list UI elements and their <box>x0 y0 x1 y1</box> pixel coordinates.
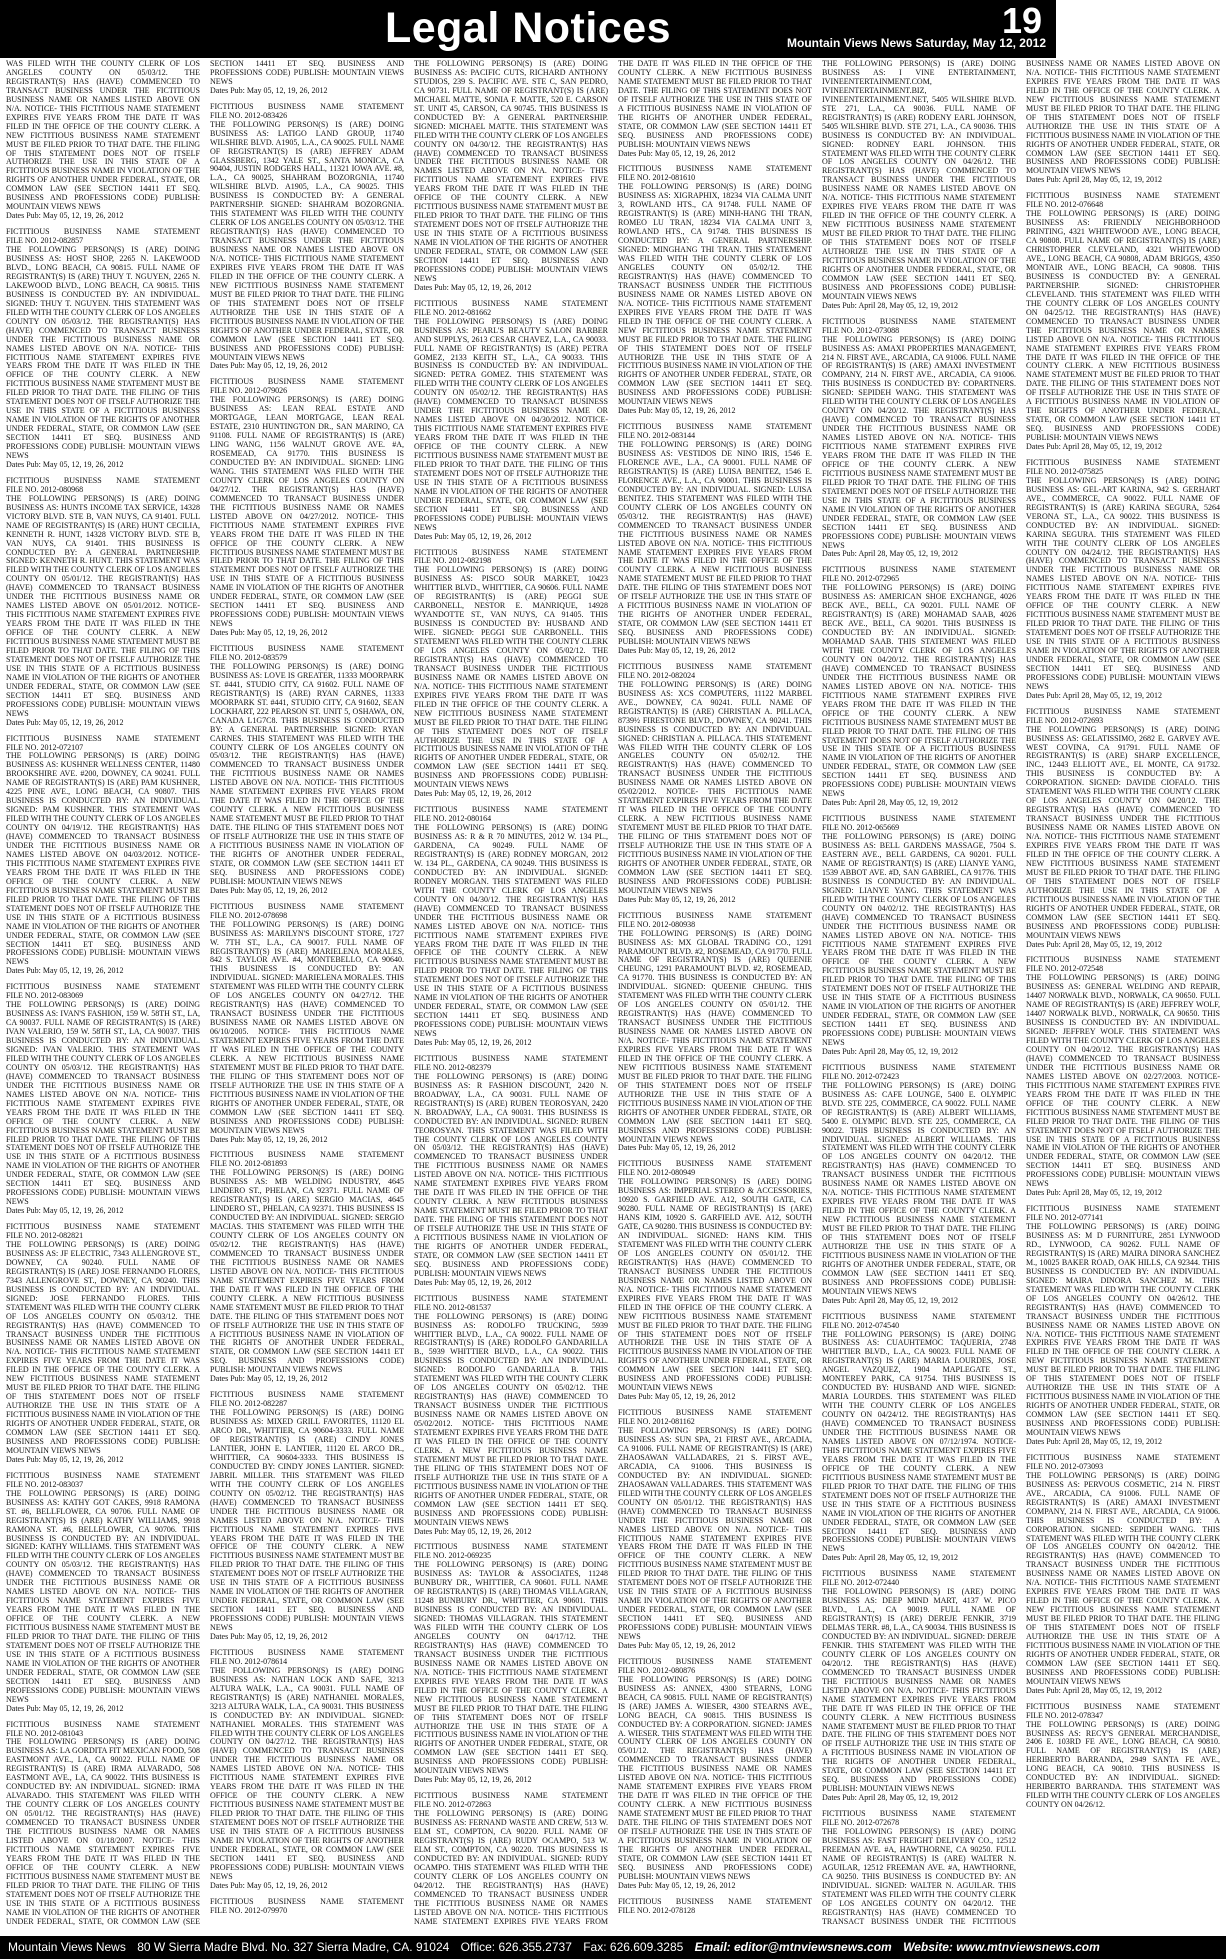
section-title: Legal Notices <box>384 4 672 52</box>
legal-notice <box>618 1160 812 1402</box>
notice-file-number: FILE NO. 2012-080164 <box>414 814 492 824</box>
notice-file-number: FILE NO. 2012-073088 <box>822 325 900 335</box>
notice-label: FICTITIOUS BUSINESS NAME STATEMENT <box>618 910 812 920</box>
notice-body: THE FOLLOWING PERSON(S) IS (ARE) DOING BUSINESS AS: LA GORDITA FIT MEXICAN FOOD, 508 EASTMONT AVE., LA, CA 90022. FULL NAME OF REGISTRANT(S) IS (ARE) IRMA ALVARADO, 508 EASTMONT AVE., LA, CA 90022. THIS BUSINESS IS CONDUCTED BY: AN INDIVIDUAL. SIGNED: IRMA ALVARADO. THIS STATEMENT WAS FILED WITH THE COUNTY CLERK OF LOS ANGELES COUNTY ON 05/01/12. THE REGISTRANT(S) HAS (HAVE) COMMENCED TO TRANSACT BUSINESS UNDER THE FICTITIOUS BUSINESS NAME OR NAMES LISTED ABOVE ON 01/18/2007. NOTICE- THIS FICTITIOUS NAME STATEMENT EXPIRES FIVE YEARS FROM THE DATE IT WAS FILED IN THE OFFICE OF THE COUNTY CLERK. A NEW FICTITIOUS BUSINESS NAME STATEMENT MUST BE FILED PRIOR TO THAT DATE. THE FILING OF THIS STATEMENT DOES NOT OF ITSELF AUTHORIZE THE USE IN THIS STATE OF A FICTITIOUS BUSINESS NAME IN VIOLATION OF THE RIGHTS OF ANOTHER UNDER FEDERAL, STATE, OR COMMON LAW (SEE SECTION 14411 ET SEQ. BUSINESS AND PROFESSIONS CODE) PUBLISH: MOUNTAIN VIEWS NEWS <box>6 59 404 1926</box>
notice-pub-dates: Dates Pub: April 28, May 05, 12, 19, 2012 <box>822 1295 958 1305</box>
notice-pub-dates: Dates Pub: May 05, 12, 19, 26, 2012 <box>6 966 124 976</box>
notice-label: FICTITIOUS BUSINESS NAME STATEMENT <box>822 1062 1016 1072</box>
notice-file-number: FILE NO. 2012-075825 <box>1026 466 1104 476</box>
notice-label: FICTITIOUS BUSINESS NAME STATEMENT <box>618 422 812 432</box>
legal-notice <box>414 549 608 800</box>
notice-pub-dates: Dates Pub: May 05, 12, 19, 26, 2012 <box>414 531 532 541</box>
notice-file-number: FILE NO. 2012-079970 <box>210 1905 288 1915</box>
legal-notice <box>822 1064 1016 1306</box>
notice-pub-dates: Dates Pub: May 05, 12, 19, 26, 2012 <box>414 789 532 799</box>
legal-notice <box>1026 192 1220 452</box>
notice-label: FICTITIOUS BUSINESS NAME STATEMENT <box>210 1150 404 1160</box>
notice-file-number: FILE NO. 2012-072863 <box>414 1800 492 1810</box>
notice-label: FICTITIOUS BUSINESS NAME STATEMENT <box>414 1053 608 1063</box>
notice-file-number: FILE NO. 2012-082857 <box>6 236 84 246</box>
notice-label: FICTITIOUS BUSINESS NAME STATEMENT <box>414 547 608 557</box>
notice-body: THE FOLLOWING PERSON(S) IS (ARE) DOING BUSINESS AS: RECY'S GENERAL MERCHANDISE, 2406 E. 103RD FE AVE., LONG BEACH, CA 90810. FULL NAME OF REGISTRANT(S) IS (ARE) HERIBERTO BARRANDA, 2949 SANTA FE AVE., LONG BEACH, CA 90810. THIS BUSINESS IS CONDUCTED BY: AN INDIVIDUAL. SIGNED: HERIBERTO BARRANDA. THIS STATEMENT WAS FILED WITH THE COUNTY CLERK OF LOS ANGELES COUNTY ON 04/26/12. <box>1026 1719 1220 1810</box>
notice-label: FICTITIOUS BUSINESS NAME STATEMENT <box>210 377 404 387</box>
legal-notice <box>6 1472 200 1714</box>
notice-file-number: FILE NO. 2012-074540 <box>822 1320 900 1330</box>
notice-pub-dates: Dates Pub: April 28, May 05, 12, 19, 2012 <box>822 1046 958 1056</box>
notice-label: FICTITIOUS BUSINESS NAME STATEMENT <box>210 901 404 911</box>
notice-body: THE FOLLOWING PERSON(S) IS (ARE) DOING BUSINESS AS: IMPERIAL STEREO & ACCESSORIES, 10920 S. GARFIELD AVE. A12, SOUTH GATE, CA 90280. FULL NAME OF REGISTRANT(S) IS (ARE) HANS KIM, 10920 S. GARFIELD AVE. A12, SOUTH GATE, CA 90280. THIS BUSINESS IS CONDUCTED BY: AN INDIVIDUAL. SIGNED: HANS KIM. THIS STATEMENT WAS FILED WITH THE COUNTY CLERK OF LOS ANGELES COUNTY ON 05/01/12. THE REGISTRANT(S) HAS (HAVE) COMMENCED TO TRANSACT BUSINESS UNDER THE FICTITIOUS BUSINESS NAME OR NAMES LISTED ABOVE ON N/A. NOTICE- THIS FICTITIOUS NAME STATEMENT EXPIRES FIVE YEARS FROM THE DATE IT WAS FILED IN THE OFFICE OF THE COUNTY CLERK. A NEW FICTITIOUS BUSINESS NAME STATEMENT MUST BE FILED PRIOR TO THAT DATE. THE FILING OF THIS STATEMENT DOES NOT OF ITSELF AUTHORIZE THE USE IN THIS STATE OF A FICTITIOUS BUSINESS NAME IN VIOLATION OF THE RIGHTS OF ANOTHER UNDER FEDERAL, STATE, OR COMMON LAW (SEE SECTION 14411 ET SEQ. BUSINESS AND PROFESSIONS CODE) PUBLISH: MOUNTAIN VIEWS NEWS <box>618 1177 812 1393</box>
notice-body: THE FOLLOWING PERSON(S) IS (ARE) DOING BUSINESS AS: BELL GARDENS MASSAGE, 7504 S. EASTERN AVE., BELL GARDENS, CA 90201. FULL NAME OF REGISTRANT(S) IS (ARE) LIANYE YANG, 1539 ABBOT AVE. #D, SAN GABRIEL, CA 91776. THIS BUSINESS IS CONDUCTED BY: AN INDIVIDUAL. SIGNED: LIANYE YANG. THIS STATEMENT WAS FILED WITH THE COUNTY CLERK OF LOS ANGELES COUNTY ON 04/02/12. THE REGISTRANT(S) HAS (HAVE) COMMENCED TO TRANSACT BUSINESS UNDER THE FICTITIOUS BUSINESS NAME OR NAMES LISTED ABOVE ON N/A. NOTICE- THIS FICTITIOUS NAME STATEMENT EXPIRES FIVE YEARS FROM THE DATE IT WAS FILED IN THE OFFICE OF THE COUNTY CLERK. A NEW FICTITIOUS BUSINESS NAME STATEMENT MUST BE FILED PRIOR TO THAT DATE. THE FILING OF THIS STATEMENT DOES NOT OF ITSELF AUTHORIZE THE USE IN THIS STATE OF A FICTITIOUS BUSINESS NAME IN VIOLATION OF THE RIGHTS OF ANOTHER UNDER FEDERAL, STATE, OR COMMON LAW (SEE SECTION 14411 ET SEQ. BUSINESS AND PROFESSIONS CODE) PUBLISH: MOUNTAIN VIEWS NEWS <box>822 832 1016 1047</box>
notice-file-number: FILE NO. 2012-082821 <box>6 1231 84 1241</box>
notice-body: THE FOLLOWING PERSON(S) IS (ARE) DOING BUSINESS AS: GELATISSIMO, 2682 E. GARVEY AVE. WEST COVINA, CA 91791. FULL NAME OF REGISTRANT(S) IS (ARE) SHARP EXCELLENCE, INC., 12443 ELLIOTT AVE., EL MONTE, CA 91732. THIS BUSINESS IS CONDUCTED BY: A CORPORATION. SIGNED: DAVIDE CIOFALO. THIS STATEMENT WAS FILED WITH THE COUNTY CLERK OF LOS ANGELES COUNTY ON 04/20/12. THE REGISTRANT(S) HAS (HAVE) COMMENCED TO TRANSACT BUSINESS UNDER THE FICTITIOUS BUSINESS NAME OR NAMES LISTED ABOVE ON N/A. NOTICE- THIS FICTITIOUS NAME STATEMENT EXPIRES FIVE YEARS FROM THE DATE IT WAS FILED IN THE OFFICE OF THE COUNTY CLERK. A NEW FICTITIOUS BUSINESS NAME STATEMENT MUST BE FILED PRIOR TO THAT DATE. THE FILING OF THIS STATEMENT DOES NOT OF ITSELF AUTHORIZE THE USE IN THIS STATE OF A FICTITIOUS BUSINESS NAME IN VIOLATION OF THE RIGHTS OF ANOTHER UNDER FEDERAL, STATE, OR COMMON LAW (SEE SECTION 14411 ET SEQ. BUSINESS AND PROFESSIONS CODE) PUBLISH: MOUNTAIN VIEWS NEWS <box>1026 724 1220 940</box>
notice-pub-dates: Dates Pub: April 28, May 05, 12, 19, 2012 <box>822 1793 958 1803</box>
notice-file-number: FILE NO. 2012-081610 <box>618 173 696 183</box>
notice-label: FICTITIOUS BUSINESS NAME STATEMENT <box>822 1311 1016 1321</box>
legal-notice <box>618 663 812 905</box>
notice-file-number: FILE NO. 2012-072693 <box>1026 715 1104 725</box>
notice-file-number: FILE NO. 2012-080949 <box>618 1168 696 1178</box>
notice-label: FICTITIOUS BUSINESS NAME STATEMENT <box>6 733 200 743</box>
notice-body: THE FOLLOWING PERSON(S) IS (ARE) DOING BUSINESS AS: NATHAN LOCK AND SAFE, 3213 ALTURA WALK, L.A., CA 90031. FULL NAME OF REGISTRANT(S) IS (ARE) NATHANIEL MORALES, 3213 ALTURA WALK, L.A., CA 90031. THIS BUSINESS IS CONDUCTED BY: AN INDIVIDUAL. SIGNED: NATHANIEL MORALES. THIS STATEMENT WAS FILED WITH THE COUNTY CLERK OF LOS ANGELES COUNTY ON 04/27/12. THE REGISTRANT(S) HAS (HAVE) COMMENCED TO TRANSACT BUSINESS UNDER THE FICTITIOUS BUSINESS NAME OR NAMES LISTED ABOVE ON N/A. NOTICE- THIS FICTITIOUS NAME STATEMENT EXPIRES FIVE YEARS FROM THE DATE IT WAS FILED IN THE OFFICE OF THE COUNTY CLERK. A NEW FICTITIOUS BUSINESS NAME STATEMENT MUST BE FILED PRIOR TO THAT DATE. THE FILING OF THIS STATEMENT DOES NOT OF ITSELF AUTHORIZE THE USE IN THIS STATE OF A FICTITIOUS BUSINESS NAME IN VIOLATION OF THE RIGHTS OF ANOTHER UNDER FEDERAL, STATE, OR COMMON LAW (SEE SECTION 14411 ET SEQ. BUSINESS AND PROFESSIONS CODE) PUBLISH: MOUNTAIN VIEWS NEWS <box>210 1665 404 1881</box>
notice-file-number: FILE NO. 2012-065669 <box>822 823 900 833</box>
notice-pub-dates: Dates Pub: May 05, 12, 19, 26, 2012 <box>210 628 328 638</box>
legal-notice <box>6 1223 200 1465</box>
notice-pub-dates: Dates Pub: April 28, May 05, 12, 19, 2012 <box>1026 939 1162 949</box>
legal-notice <box>210 1649 404 1891</box>
notice-body: THE FOLLOWING PERSON(S) IS (ARE) DOING BUSINESS AS: XIGRAPHIX, 18234 VIA CALMA UNIT 3, ROWLAND HTS., CA 91748. FULL NAME OF REGISTRANT(S) IS (ARE) MINH-HANG THI TRAN, ROMEO LU TRAN, 18234 VIA CALMA UNIT 3, ROWLAND HTS., CA 91748. THIS BUSINESS IS CONDUCTED BY: A GENERAL PARTNERSHIP. SIGNED: MINGHANG THI TRAN. THIS STATEMENT WAS FILED WITH THE COUNTY CLERK OF LOS ANGELES COUNTY ON 05/02/12. THE REGISTRANT(S) HAS (HAVE) COMMENCED TO TRANSACT BUSINESS UNDER THE FICTITIOUS BUSINESS NAME OR NAMES LISTED ABOVE ON N/A. NOTICE- THIS FICTITIOUS NAME STATEMENT EXPIRES FIVE YEARS FROM THE DATE IT WAS FILED IN THE OFFICE OF THE COUNTY CLERK. A NEW FICTITIOUS BUSINESS NAME STATEMENT MUST BE FILED PRIOR TO THAT DATE. THE FILING OF THIS STATEMENT DOES NOT OF ITSELF AUTHORIZE THE USE IN THIS STATE OF A FICTITIOUS BUSINESS NAME IN VIOLATION OF THE RIGHTS OF ANOTHER UNDER FEDERAL, STATE, OR COMMON LAW (SEE SECTION 14411 ET SEQ. BUSINESS AND PROFESSIONS CODE) PUBLISH: MOUNTAIN VIEWS NEWS <box>618 182 812 407</box>
legal-notice <box>618 1658 812 1891</box>
notice-label: FICTITIOUS BUSINESS NAME STATEMENT <box>414 1542 608 1552</box>
notice-pub-dates: Dates Pub: May 05, 12, 19, 26, 2012 <box>618 1880 736 1890</box>
notice-body: THE FOLLOWING PERSON(S) IS (ARE) DOING BUSINESS AS: R FASHION DISCOUNT, 2420 N. BROADWAY, L.A., CA 90031. FULL NAME OF REGISTRANT(S) IS (ARE) RUBEN TEOROSYAN, 2420 N. BROADWAY, L.A., CA 90031. THIS BUSINESS IS CONDUCTED BY: AN INDIVIDUAL. SIGNED: RUBEN TEOROSYAN. THIS STATEMENT WAS FILED WITH THE COUNTY CLERK OF LOS ANGELES COUNTY ON 05/03/12. THE REGISTRANT(S) HAS (HAVE) COMMENCED TO TRANSACT BUSINESS UNDER THE FICTITIOUS BUSINESS NAME OR NAMES LISTED ABOVE ON N/A. NOTICE- THIS FICTITIOUS NAME STATEMENT EXPIRES FIVE YEARS FROM THE DATE IT WAS FILED IN THE OFFICE OF THE COUNTY CLERK. A NEW FICTITIOUS BUSINESS NAME STATEMENT MUST BE FILED PRIOR TO THAT DATE. THE FILING OF THIS STATEMENT DOES NOT OF ITSELF AUTHORIZE THE USE IN THIS STATE OF A FICTITIOUS BUSINESS NAME IN VIOLATION OF THE RIGHTS OF ANOTHER UNDER FEDERAL, STATE, OR COMMON LAW (SEE SECTION 14411 ET SEQ. BUSINESS AND PROFESSIONS CODE) PUBLISH: MOUNTAIN VIEWS NEWS <box>414 1071 608 1278</box>
notice-pub-dates: Dates Pub: May 05, 12, 19, 26, 2012 <box>618 148 736 158</box>
notice-file-number: FILE NO. 2012-072107 <box>6 742 84 752</box>
notice-body: THE FOLLOWING PERSON(S) IS (ARE) DOING BUSINESS AS: GENERAL WELDING AND REPAIR, 14407 NORWALK BLVD., NORWALK, CA 90650. FULL NAME OF REGISTRANT(S) IS (ARE) JEFFREY WOLF, 14407 NORWALK BLVD., NORWALK, CA 90650. THIS BUSINESS IS CONDUCTED BY: AN INDIVIDUAL. SIGNED: JEFFREY WOLF. THIS STATEMENT WAS FILED WITH THE COUNTY CLERK OF LOS ANGELES COUNTY ON 04/20/12. THE REGISTRANT(S) HAS (HAVE) COMMENCED TO TRANSACT BUSINESS UNDER THE FICTITIOUS BUSINESS NAME OR NAMES LISTED ABOVE ON 02/27/2003. NOTICE- THIS FICTITIOUS NAME STATEMENT EXPIRES FIVE YEARS FROM THE DATE IT WAS FILED IN THE OFFICE OF THE COUNTY CLERK. A NEW FICTITIOUS BUSINESS NAME STATEMENT MUST BE FILED PRIOR TO THAT DATE. THE FILING OF THIS STATEMENT DOES NOT OF ITSELF AUTHORIZE THE USE IN THIS STATE OF A FICTITIOUS BUSINESS NAME IN VIOLATION OF THE RIGHTS OF ANOTHER UNDER FEDERAL, STATE, OR COMMON LAW (SEE SECTION 14411 ET SEQ. BUSINESS AND PROFESSIONS CODE) PUBLISH: MOUNTAIN VIEWS NEWS <box>1026 973 1220 1189</box>
legal-notice <box>6 228 200 470</box>
notice-body: THE FOLLOWING PERSON(S) IS (ARE) DOING BUSINESS AS: KUSHNER WELLNESS CENTER, 11480 BROOKSHIRE AVE. #200, DOWNEY, CA 90241. FULL NAME OF REGISTRANT(S) IS (ARE) PAM KUSHNER, 4225 PINE AVE., LONG BEACH, CA 90807. THIS BUSINESS IS CONDUCTED BY: AN INDIVIDUAL. SIGNED: PAM KUSHNER. THIS STATEMENT WAS FILED WITH THE COUNTY CLERK OF LOS ANGELES COUNTY ON 04/19/12. THE REGISTRANT(S) HAS (HAVE) COMMENCED TO TRANSACT BUSINESS UNDER THE FICTITIOUS BUSINESS NAME OR NAMES LISTED ABOVE ON 04/03/2012. NOTICE- THIS FICTITIOUS NAME STATEMENT EXPIRES FIVE YEARS FROM THE DATE IT WAS FILED IN THE OFFICE OF THE COUNTY CLERK. A NEW FICTITIOUS BUSINESS NAME STATEMENT MUST BE FILED PRIOR TO THAT DATE. THE FILING OF THIS STATEMENT DOES NOT OF ITSELF AUTHORIZE THE USE IN THIS STATE OF A FICTITIOUS BUSINESS NAME IN VIOLATION OF THE RIGHTS OF ANOTHER UNDER FEDERAL, STATE, OR COMMON LAW (SEE SECTION 14411 ET SEQ. BUSINESS AND PROFESSIONS CODE) PUBLISH: MOUNTAIN VIEWS NEWS <box>6 751 200 967</box>
footer-office-phone: Office: 626.355.2737 <box>460 1940 572 1954</box>
notice-body: THE FOLLOWING PERSON(S) IS (ARE) DOING BUSINESS AS: CUAUHTEMOC TAQUERIA, 2748 WHITTIER BLVD., L.A., CA 90023. FULL NAME OF REGISTRANT(S) IS (ARE) MARIA LOURDES, JOSE ANGEL VAZQUEZ, 1904 MAPLEGATE ST., MONTEREY PARK, CA 91754. THIS BUSINESS IS CONDUCTED BY: HUSBAND AND WIFE. SIGNED: MARIA LOURDES. THIS STATEMENT WAS FILED WITH THE COUNTY CLERK OF LOS ANGELES COUNTY ON 04/24/12. THE REGISTRANT(S) HAS (HAVE) COMMENCED TO TRANSACT BUSINESS UNDER THE FICTITIOUS BUSINESS NAME OR NAMES LISTED ABOVE ON 07/12/1974. NOTICE- THIS FICTITIOUS NAME STATEMENT EXPIRES FIVE YEARS FROM THE DATE IT WAS FILED IN THE OFFICE OF THE COUNTY CLERK. A NEW FICTITIOUS BUSINESS NAME STATEMENT MUST BE FILED PRIOR TO THAT DATE. THE FILING OF THIS STATEMENT DOES NOT OF ITSELF AUTHORIZE THE USE IN THIS STATE OF A FICTITIOUS BUSINESS NAME IN VIOLATION OF THE RIGHTS OF ANOTHER UNDER FEDERAL, STATE, OR COMMON LAW (SEE SECTION 14411 ET SEQ. BUSINESS AND PROFESSIONS CODE) PUBLISH: MOUNTAIN VIEWS NEWS <box>822 1329 1016 1554</box>
issue-dateline: Mountain Views News Saturday, May 12, 2012 <box>787 36 1046 50</box>
notice-body: THE FOLLOWING PERSON(S) IS (ARE) DOING BUSINESS AS: PISCO SOUR MARKET, 10423 WHITTIER BLVD., WHITTIER, CA 90606. FULL NAME OF REGISTRANT(S) IS (ARE) PEGGI SUE CARBONELL, NESTOR E. MANRIQUE, 14928 WYANDOTTE ST., VAN NUYS, CA 91405. THIS BUSINESS IS CONDUCTED BY: HUSBAND AND WIFE. SIGNED: PEGGI SUE CARBONELL. THIS STATEMENT WAS FILED WITH THE COUNTY CLERK OF LOS ANGELES COUNTY ON 05/02/12. THE REGISTRANT(S) HAS (HAVE) COMMENCED TO TRANSACT BUSINESS UNDER THE FICTITIOUS BUSINESS NAME OR NAMES LISTED ABOVE ON N/A. NOTICE- THIS FICTITIOUS NAME STATEMENT EXPIRES FIVE YEARS FROM THE DATE IT WAS FILED IN THE OFFICE OF THE COUNTY CLERK. A NEW FICTITIOUS BUSINESS NAME STATEMENT MUST BE FILED PRIOR TO THAT DATE. THE FILING OF THIS STATEMENT DOES NOT OF ITSELF AUTHORIZE THE USE IN THIS STATE OF A FICTITIOUS BUSINESS NAME IN VIOLATION OF THE RIGHTS OF ANOTHER UNDER FEDERAL, STATE, OR COMMON LAW (SEE SECTION 14411 ET SEQ. BUSINESS AND PROFESSIONS CODE) PUBLISH: MOUNTAIN VIEWS NEWS <box>414 565 608 790</box>
notice-file-number: FILE NO. 2012-083426 <box>210 110 288 120</box>
notice-body: THE FOLLOWING PERSON(S) IS (ARE) DOING BUSINESS AS: MX GLOBAL TRADING CO., 1291 PARAMOUNT BLVD. #2, ROSEMEAD, CA 91770. FULL NAME OF REGISTRANT(S) IS (ARE) QUEENIE CHEUNG, 1291 PARAMOUNT BLVD. #2, ROSEMEAD, CA 91770. THIS BUSINESS IS CONDUCTED BY: AN INDIVIDUAL. SIGNED: QUEENIE CHEUNG. THIS STATEMENT WAS FILED WITH THE COUNTY CLERK OF LOS ANGELES COUNTY ON 05/01/12. THE REGISTRANT(S) HAS (HAVE) COMMENCED TO TRANSACT BUSINESS UNDER THE FICTITIOUS BUSINESS NAME OR NAMES LISTED ABOVE ON N/A. NOTICE- THIS FICTITIOUS NAME STATEMENT EXPIRES FIVE YEARS FROM THE DATE IT WAS FILED IN THE OFFICE OF THE COUNTY CLERK. A NEW FICTITIOUS BUSINESS NAME STATEMENT MUST BE FILED PRIOR TO THAT DATE. THE FILING OF THIS STATEMENT DOES NOT OF ITSELF AUTHORIZE THE USE IN THIS STATE OF A FICTITIOUS BUSINESS NAME IN VIOLATION OF THE RIGHTS OF ANOTHER UNDER FEDERAL, STATE, OR COMMON LAW (SEE SECTION 14411 ET SEQ. BUSINESS AND PROFESSIONS CODE) PUBLISH: MOUNTAIN VIEWS NEWS <box>618 928 812 1144</box>
notice-file-number: FILE NO. 2012-072423 <box>822 1071 900 1081</box>
legal-notice <box>210 1151 404 1384</box>
notice-pub-dates: Dates Pub: May 05, 12, 19, 26, 2012 <box>6 459 124 469</box>
notice-label: FICTITIOUS BUSINESS NAME STATEMENT <box>210 101 404 111</box>
notice-label: FICTITIOUS BUSINESS NAME STATEMENT <box>822 814 1016 824</box>
notice-file-number: FILE NO. 2012-072548 <box>1026 964 1104 974</box>
notice-label: FICTITIOUS BUSINESS NAME STATEMENT <box>414 805 608 815</box>
notice-body: THE FOLLOWING PERSON(S) IS (ARE) DOING BUSINESS AS: FRIENDLY NEIGHBORHOOD PRINTING, 4321 WHITEWOOD AVE., LONG BEACH, CA 90808. FULL NAME OF REGISTRANT(S) IS (ARE) CHRISTOPHER CLEVELAND, 4321 WHITEWOOD AVE., LONG BEACH, CA 90808, ADAM BRIGGS, 4350 MONTAIR AVE., LONG BEACH, CA 90808. THIS BUSINESS IS CONDUCTED BY: A GENERAL PARTNERSHIP. SIGNED: CHRISTOPHER CLEVELAND. THIS STATEMENT WAS FILED WITH THE COUNTY CLERK OF LOS ANGELES COUNTY ON 04/25/12. THE REGISTRANT(S) HAS (HAVE) COMMENCED TO TRANSACT BUSINESS UNDER THE FICTITIOUS BUSINESS NAME OR NAMES LISTED ABOVE ON N/A. NOTICE- THIS FICTITIOUS NAME STATEMENT EXPIRES FIVE YEARS FROM THE DATE IT WAS FILED IN THE OFFICE OF THE COUNTY CLERK. A NEW FICTITIOUS BUSINESS NAME STATEMENT MUST BE FILED PRIOR TO THAT DATE. THE FILING OF THIS STATEMENT DOES NOT OF ITSELF AUTHORIZE THE USE IN THIS STATE OF A FICTITIOUS BUSINESS NAME IN VIOLATION OF THE RIGHTS OF ANOTHER UNDER FEDERAL, STATE, OR COMMON LAW (SEE SECTION 14411 ET SEQ. BUSINESS AND PROFESSIONS CODE) PUBLISH: MOUNTAIN VIEWS NEWS <box>1026 209 1220 443</box>
notice-pub-dates: Dates Pub: May 05, 12, 19, 26, 2012 <box>210 1374 328 1384</box>
legal-notice <box>822 1570 1016 1803</box>
legal-notice <box>1026 1205 1220 1447</box>
notice-pub-dates: Dates Pub: May 05, 12, 19, 26, 2012 <box>414 282 532 292</box>
legal-notice <box>414 1055 608 1288</box>
notice-body: THE FOLLOWING PERSON(S) IS (ARE) DOING BUSINESS AS: XCS COMPUTERS, 11122 MARBEL AVE., DOWNEY, CA 90241. FULL NAME OF REGISTRANT(S) IS (ARE) CHRISTIAN A. PILLACA, 8739½ FIRESTONE BLVD., DOWNEY, CA 90241. THIS BUSINESS IS CONDUCTED BY: AN INDIVIDUAL. SIGNED: CHRISTIAN A. PILLACA. THIS STATEMENT WAS FILED WITH THE COUNTY CLERK OF LOS ANGELES COUNTY ON 05/02/12. THE REGISTRANT(S) HAS (HAVE) COMMENCED TO TRANSACT BUSINESS UNDER THE FICTITIOUS BUSINESS NAME OR NAMES LISTED ABOVE ON 05/02/2012. NOTICE- THIS FICTITIOUS NAME STATEMENT EXPIRES FIVE YEARS FROM THE DATE IT WAS FILED IN THE OFFICE OF THE COUNTY CLERK. A NEW FICTITIOUS BUSINESS NAME STATEMENT MUST BE FILED PRIOR TO THAT DATE. THE FILING OF THIS STATEMENT DOES NOT OF ITSELF AUTHORIZE THE USE IN THIS STATE OF A FICTITIOUS BUSINESS NAME IN VIOLATION OF THE RIGHTS OF ANOTHER UNDER FEDERAL, STATE, OR COMMON LAW (SEE SECTION 14411 ET SEQ. BUSINESS AND PROFESSIONS CODE) PUBLISH: MOUNTAIN VIEWS NEWS <box>618 679 812 895</box>
notice-pub-dates: Dates Pub: May 05, 12, 19, 26, 2012 <box>618 1640 736 1650</box>
legal-notice <box>822 815 1016 1057</box>
notice-body: THE FOLLOWING PERSON(S) IS (ARE) DOING BUSINESS AS: FAST FREIGHT DELIVERY CO., 12512 FREEMAN AVE. #A, HAWTHORNE, CA 90250. FULL NAME OF REGISTRANT(S) IS (ARE) WALTER N. AGUILAR, 12512 FREEMAN AVE. #A, HAWTHORNE, CA 90250. THIS BUSINESS IS CONDUCTED BY: AN INDIVIDUAL. SIGNED: WALTER N. AGUILAR. THIS STATEMENT WAS FILED WITH THE COUNTY CLERK OF LOS ANGELES COUNTY ON 04/20/12. THE REGISTRANT(S) HAS (HAVE) COMMENCED TO TRANSACT BUSINESS UNDER THE FICTITIOUS BUSINESS NAME OR NAMES LISTED ABOVE ON N/A. NOTICE- THIS FICTITIOUS NAME STATEMENT EXPIRES FIVE YEARS FROM THE DATE IT WAS FILED IN THE OFFICE OF THE COUNTY CLERK. A NEW FICTITIOUS BUSINESS NAME STATEMENT MUST BE FILED PRIOR TO THAT DATE. THE FILING OF THIS STATEMENT DOES NOT OF ITSELF AUTHORIZE THE USE IN THIS STATE OF A FICTITIOUS BUSINESS NAME IN VIOLATION OF THE RIGHTS OF ANOTHER UNDER FEDERAL, STATE, OR COMMON LAW (SEE SECTION 14411 ET SEQ. BUSINESS AND PROFESSIONS CODE) PUBLISH: MOUNTAIN VIEWS NEWS <box>822 59 1220 1926</box>
legal-notice <box>210 1391 404 1642</box>
legal-notice <box>1026 1703 1220 1810</box>
notice-body: THE FOLLOWING PERSON(S) IS (ARE) DOING BUSINESS AS: MARILYN'S DISCOUNT STORE, 1727 W. 7TH ST., L.A., CA 90017. FULL NAME OF REGISTRANT(S) IS (ARE) MARIELENA MORALES, 842 S. TAYLOR AVE. #4, MONTEBELLO, CA 90640. THIS BUSINESS IS CONDUCTED BY: AN INDIVIDUAL. SIGNED: MARIELENA MORALES. THIS STATEMENT WAS FILED WITH THE COUNTY CLERK OF LOS ANGELES COUNTY ON 04/27/12. THE REGISTRANT(S) HAS (HAVE) COMMENCED TO TRANSACT BUSINESS UNDER THE FICTITIOUS BUSINESS NAME OR NAMES LISTED ABOVE ON 06/10/2005. NOTICE- THIS FICTITIOUS NAME STATEMENT EXPIRES FIVE YEARS FROM THE DATE IT WAS FILED IN THE OFFICE OF THE COUNTY CLERK. A NEW FICTITIOUS BUSINESS NAME STATEMENT MUST BE FILED PRIOR TO THAT DATE. THE FILING OF THIS STATEMENT DOES NOT OF ITSELF AUTHORIZE THE USE IN THIS STATE OF A FICTITIOUS BUSINESS NAME IN VIOLATION OF THE RIGHTS OF ANOTHER UNDER FEDERAL, STATE, OR COMMON LAW (SEE SECTION 14411 ET SEQ. BUSINESS AND PROFESSIONS CODE) PUBLISH: MOUNTAIN VIEWS NEWS <box>210 919 404 1135</box>
notice-file-number: FILE NO. 2012-069235 <box>414 1551 492 1561</box>
notice-file-number: FILE NO. 2012-072678 <box>822 1818 900 1828</box>
notice-pub-dates: Dates Pub: May 05, 12, 19, 26, 2012 <box>210 85 328 95</box>
notice-pub-dates: Dates Pub: May 05, 12, 19, 26, 2012 <box>210 1631 328 1641</box>
notice-file-number: FILE NO. 2012-076648 <box>1026 200 1104 210</box>
notice-file-number: FILE NO. 2012-078698 <box>210 910 288 920</box>
notice-pub-dates: Dates Pub: April 28, May 05, 12, 19, 2012 <box>822 300 958 310</box>
legal-notice <box>210 378 404 638</box>
notice-body: THE FOLLOWING PERSON(S) IS (ARE) DOING BUSINESS AS: ANNEX, 4300 STEARNS, LONG BEACH, CA 90815. FULL NAME OF REGISTRANT(S) IS (ARE) JAMES A. WIESER, 4300 STEARNS AVE., LONG BEACH, CA 90815. THIS BUSINESS IS CONDUCTED BY: A CORPORATION. SIGNED: JAMES A. WIESER. THIS STATEMENT WAS FILED WITH THE COUNTY CLERK OF LOS ANGELES COUNTY ON 05/01/12. THE REGISTRANT(S) HAS (HAVE) COMMENCED TO TRANSACT BUSINESS UNDER THE FICTITIOUS BUSINESS NAME OR NAMES LISTED ABOVE ON N/A. NOTICE- THIS FICTITIOUS NAME STATEMENT EXPIRES FIVE YEARS FROM THE DATE IT WAS FILED IN THE OFFICE OF THE COUNTY CLERK. A NEW FICTITIOUS BUSINESS NAME STATEMENT MUST BE FILED PRIOR TO THAT DATE. THE FILING OF THIS STATEMENT DOES NOT OF ITSELF AUTHORIZE THE USE IN THIS STATE OF A FICTITIOUS BUSINESS NAME IN VIOLATION OF THE RIGHTS OF ANOTHER UNDER FEDERAL, STATE, OR COMMON LAW (SEE SECTION 14411 ET SEQ. BUSINESS AND PROFESSIONS CODE) PUBLISH: MOUNTAIN VIEWS NEWS <box>618 1674 812 1881</box>
notice-label: FICTITIOUS BUSINESS NAME STATEMENT <box>822 1809 1016 1819</box>
notice-label: FICTITIOUS BUSINESS NAME STATEMENT <box>1026 1452 1220 1462</box>
notice-body: WAS FILED WITH THE COUNTY CLERK OF LOS ANGELES COUNTY ON 05/03/12. THE REGISTRANT(S) HAS (HAVE) COMMENCED TO TRANSACT BUSINESS UNDER THE FICTITIOUS BUSINESS NAME OR NAMES LISTED ABOVE ON N/A. NOTICE- THIS FICTITIOUS NAME STATEMENT EXPIRES FIVE YEARS FROM THE DATE IT WAS FILED IN THE OFFICE OF THE COUNTY CLERK. A NEW FICTITIOUS BUSINESS NAME STATEMENT MUST BE FILED PRIOR TO THAT DATE. THE FILING OF THIS STATEMENT DOES NOT OF ITSELF AUTHORIZE THE USE IN THIS STATE OF A FICTITIOUS BUSINESS NAME IN VIOLATION OF THE RIGHTS OF ANOTHER UNDER FEDERAL, STATE, OR COMMON LAW (SEE SECTION 14411 ET SEQ. BUSINESS AND PROFESSIONS CODE) PUBLISH: MOUNTAIN VIEWS NEWS <box>6 59 200 212</box>
notice-file-number: FILE NO. 2012-083579 <box>210 653 288 662</box>
legal-notice <box>822 566 1016 808</box>
legal-notice <box>414 1295 608 1537</box>
notice-body: THE FOLLOWING PERSON(S) IS (ARE) DOING BUSINESS AS: MB WELDING INDUSTRY, 4645 LINDERO ST., PHELAN, CA 92371. FULL NAME OF REGISTRANT(S) IS (ARE) SERGIO MACIAS, 4645 LINDERO ST., PHELAN, CA 92371. THIS BUSINESS IS CONDUCTED BY: AN INDIVIDUAL. SIGNED: SERGIO MACIAS. THIS STATEMENT WAS FILED WITH THE COUNTY CLERK OF LOS ANGELES COUNTY ON 05/02/12. THE REGISTRANT(S) HAS (HAVE) COMMENCED TO TRANSACT BUSINESS UNDER THE FICTITIOUS BUSINESS NAME OR NAMES LISTED ABOVE ON N/A. NOTICE- THIS FICTITIOUS NAME STATEMENT EXPIRES FIVE YEARS FROM THE DATE IT WAS FILED IN THE OFFICE OF THE COUNTY CLERK. A NEW FICTITIOUS BUSINESS NAME STATEMENT MUST BE FILED PRIOR TO THAT DATE. THE FILING OF THIS STATEMENT DOES NOT OF ITSELF AUTHORIZE THE USE IN THIS STATE OF A FICTITIOUS BUSINESS NAME IN VIOLATION OF THE RIGHTS OF ANOTHER UNDER FEDERAL, STATE, OR COMMON LAW (SEE SECTION 14411 ET SEQ. BUSINESS AND PROFESSIONS CODE) PUBLISH: MOUNTAIN VIEWS NEWS <box>210 1168 404 1375</box>
notice-label: FICTITIOUS BUSINESS NAME STATEMENT <box>210 644 404 654</box>
notice-file-number: FILE NO. 2012-073093 <box>1026 1461 1104 1471</box>
legal-notice <box>1026 708 1220 950</box>
notice-pub-dates: Dates Pub: May 05, 12, 19, 26, 2012 <box>618 646 736 655</box>
notice-pub-dates: Dates Pub: April 28, May 05, 12, 19, 2012 <box>1026 690 1162 700</box>
legal-notice <box>6 735 200 977</box>
notice-file-number: FILE NO. 2012-078347 <box>1026 1710 1104 1720</box>
notice-pub-dates: Dates Pub: April 28, May 05, 12, 19, 2012 <box>822 798 958 808</box>
notice-file-number: FILE NO. 2012-083037 <box>6 1479 84 1489</box>
notice-label: FICTITIOUS BUSINESS NAME STATEMENT <box>6 1470 200 1480</box>
notice-body: THE FOLLOWING PERSON(S) IS (ARE) DOING BUSINESS AS: MIXED GRILL FAVORITES, 11120 EL ARCO DR., WHITTIER, CA 90604-3333. FULL NAME OF REGISTRANT(S) IS (ARE) CINDY JONES LANTIER, JOHN E. LANTIER, 11120 EL ARCO DR., WHITTIER, CA 90604-3333. THIS BUSINESS IS CONDUCTED BY: CINDY JONES LANTIER. SIGNED: JABRIL MILLER. THIS STATEMENT WAS FILED WITH THE COUNTY CLERK OF LOS ANGELES COUNTY ON 05/02/12. THE REGISTRANT(S) HAS (HAVE) COMMENCED TO TRANSACT BUSINESS UNDER THE FICTITIOUS BUSINESS NAME OR NAMES LISTED ABOVE ON N/A. NOTICE- THIS FICTITIOUS NAME STATEMENT EXPIRES FIVE YEARS FROM THE DATE IT WAS FILED IN THE OFFICE OF THE COUNTY CLERK. A NEW FICTITIOUS BUSINESS NAME STATEMENT MUST BE FILED PRIOR TO THAT DATE. THE FILING OF THIS STATEMENT DOES NOT OF ITSELF AUTHORIZE THE USE IN THIS STATE OF A FICTITIOUS BUSINESS NAME IN VIOLATION OF THE RIGHTS OF ANOTHER UNDER FEDERAL, STATE, OR COMMON LAW (SEE SECTION 14411 ET SEQ. BUSINESS AND PROFESSIONS CODE) PUBLISH: MOUNTAIN VIEWS NEWS <box>210 1408 404 1633</box>
notice-pub-dates: Dates Pub: April 28, May 05, 12, 19, 2012 <box>822 549 958 559</box>
notice-file-number: FILE NO. 2012-080938 <box>618 919 696 929</box>
legal-notice <box>210 103 404 372</box>
notice-pub-dates: Dates Pub: May 05, 12, 19, 26, 2012 <box>618 1392 736 1402</box>
notice-file-number: FILE NO. 2012-072440 <box>822 1578 900 1588</box>
notice-label: FICTITIOUS BUSINESS NAME STATEMENT <box>414 1791 608 1801</box>
notice-body: THE FOLLOWING PERSON(S) IS (ARE) DOING BUSINESS AS: CAFE LOUNGE, 5400 E. OLYMPIC BLVD. STE 225, COMMERCE, CA 90022. FULL NAME OF REGISTRANT(S) IS (ARE) ALBERT WILLIAMS, 5400 E. OLYMPIC BLVD. STE 225, COMMERCE, CA 90022. THIS BUSINESS IS CONDUCTED BY: AN INDIVIDUAL. SIGNED: ALBERT WILLIAMS. THIS STATEMENT WAS FILED WITH THE COUNTY CLERK OF LOS ANGELES COUNTY ON 04/20/12. THE REGISTRANT(S) HAS (HAVE) COMMENCED TO TRANSACT BUSINESS UNDER THE FICTITIOUS BUSINESS NAME OR NAMES LISTED ABOVE ON N/A. NOTICE- THIS FICTITIOUS NAME STATEMENT EXPIRES FIVE YEARS FROM THE DATE IT WAS FILED IN THE OFFICE OF THE COUNTY CLERK. A NEW FICTITIOUS BUSINESS NAME STATEMENT MUST BE FILED PRIOR TO THAT DATE. THE FILING OF THIS STATEMENT DOES NOT OF ITSELF AUTHORIZE THE USE IN THIS STATE OF A FICTITIOUS BUSINESS NAME IN VIOLATION OF THE RIGHTS OF ANOTHER UNDER FEDERAL, STATE, OR COMMON LAW (SEE SECTION 14411 ET SEQ. BUSINESS AND PROFESSIONS CODE) PUBLISH: MOUNTAIN VIEWS NEWS <box>822 1080 1016 1296</box>
notice-body: THE FOLLOWING PERSON(S) IS (ARE) DOING BUSINESS AS: PEARL'S BEAUTY SALON BARBER AND SUPPLYS, 2613 CESAR CHAVEZ, L.A., CA 90033. FULL NAME OF REGISTRANT(S) IS (ARE) PETRA GOMEZ, 2133 KEITH ST., L.A., CA 90033. THIS BUSINESS IS CONDUCTED BY: AN INDIVIDUAL. SIGNED: PETRA GOMEZ. THIS STATEMENT WAS FILED WITH THE COUNTY CLERK OF LOS ANGELES COUNTY ON 05/02/12. THE REGISTRANT(S) HAS (HAVE) COMMENCED TO TRANSACT BUSINESS UNDER THE FICTITIOUS BUSINESS NAME OR NAMES LISTED ABOVE ON 04/30/2012. NOTICE- THIS FICTITIOUS NAME STATEMENT EXPIRES FIVE YEARS FROM THE DATE IT WAS FILED IN THE OFFICE OF THE COUNTY CLERK. A NEW FICTITIOUS BUSINESS NAME STATEMENT MUST BE FILED PRIOR TO THAT DATE. THE FILING OF THIS STATEMENT DOES NOT OF ITSELF AUTHORIZE THE USE IN THIS STATE OF A FICTITIOUS BUSINESS NAME IN VIOLATION OF THE RIGHTS OF ANOTHER UNDER FEDERAL, STATE, OR COMMON LAW (SEE SECTION 14411 ET SEQ. BUSINESS AND PROFESSIONS CODE) PUBLISH: MOUNTAIN VIEWS NEWS <box>414 316 608 532</box>
notice-file-number: FILE NO. 2012-080876 <box>618 1665 696 1675</box>
notice-body: THE FOLLOWING PERSON(S) IS (ARE) DOING BUSINESS AS: TAYLOR & ASSOCIATES, 11248 BUNBURY DR., WHITTIER, CA 90601. FULL NAME OF REGISTRANT(S) IS (ARE) THOMAS VILLAGRAN, 11248 BUNBURY DR., WHITTIER, CA 90601. THIS BUSINESS IS CONDUCTED BY: AN INDIVIDUAL. SIGNED: THOMAS VILLAGRAN. THIS STATEMENT WAS FILED WITH THE COUNTY CLERK OF LOS ANGELES COUNTY ON 04/17/12. THE REGISTRANT(S) HAS (HAVE) COMMENCED TO TRANSACT BUSINESS UNDER THE FICTITIOUS BUSINESS NAME OR NAMES LISTED ABOVE ON N/A. NOTICE- THIS FICTITIOUS NAME STATEMENT EXPIRES FIVE YEARS FROM THE DATE IT WAS FILED IN THE OFFICE OF THE COUNTY CLERK. A NEW FICTITIOUS BUSINESS NAME STATEMENT MUST BE FILED PRIOR TO THAT DATE. THE FILING OF THIS STATEMENT DOES NOT OF ITSELF AUTHORIZE THE USE IN THIS STATE OF A FICTITIOUS BUSINESS NAME IN VIOLATION OF THE RIGHTS OF ANOTHER UNDER FEDERAL, STATE, OR COMMON LAW (SEE SECTION 14411 ET SEQ. BUSINESS AND PROFESSIONS CODE) PUBLISH: MOUNTAIN VIEWS NEWS <box>414 1560 608 1776</box>
legal-notice <box>822 1313 1016 1564</box>
notice-body: THE FOLLOWING PERSON(S) IS (ARE) DOING BUSINESS AS: LEAN REAL ESTATE AND MORTGAGE, LEAN MORTGAGE, LEAN REAL ESTATE, 2310 HUNTINGTON DR., SAN MARINO, CA 91108. FULL NAME OF REGISTRANT(S) IS (ARE) LING WANG, 1156 WALNUT GROVE AVE. #A, ROSEMEAD, CA 91770. THIS BUSINESS IS CONDUCTED BY: AN INDIVIDUAL. SIGNED: LING WANG. THIS STATEMENT WAS FILED WITH THE COUNTY CLERK OF LOS ANGELES COUNTY ON 04/27/12. THE REGISTRANT(S) HAS (HAVE) COMMENCED TO TRANSACT BUSINESS UNDER THE FICTITIOUS BUSINESS NAME OR NAMES LISTED ABOVE ON 04/27/2012. NOTICE- THIS FICTITIOUS NAME STATEMENT EXPIRES FIVE YEARS FROM THE DATE IT WAS FILED IN THE OFFICE OF THE COUNTY CLERK. A NEW FICTITIOUS BUSINESS NAME STATEMENT MUST BE FILED PRIOR TO THAT DATE. THE FILING OF THIS STATEMENT DOES NOT OF ITSELF AUTHORIZE THE USE IN THIS STATE OF A FICTITIOUS BUSINESS NAME IN VIOLATION OF THE RIGHTS OF ANOTHER UNDER FEDERAL, STATE, OR COMMON LAW (SEE SECTION 14411 ET SEQ. BUSINESS AND PROFESSIONS CODE) PUBLISH: MOUNTAIN VIEWS NEWS <box>210 395 404 629</box>
notice-label: FICTITIOUS BUSINESS NAME STATEMENT <box>6 1222 200 1232</box>
notice-pub-dates: Dates Pub: May 05, 12, 19, 26, 2012 <box>210 1134 328 1144</box>
notice-pub-dates: Dates Pub: April 28, May 05, 12, 19, 2012 <box>1026 442 1162 452</box>
notice-pub-dates: Dates Pub: May 05, 12, 19, 26, 2012 <box>618 894 736 904</box>
notice-body: THE FOLLOWING PERSON(S) IS (ARE) DOING BUSINESS AS: SUN SPA, 21 FIRST AVE., ARCADIA, CA 91006. FULL NAME OF REGISTRANT(S) IS (ARE) ZHAOSAWAN VALLADARES, 21 S. FIRST AVE., ARCADIA, CA 91006. THIS BUSINESS IS CONDUCTED BY: AN INDIVIDUAL. SIGNED: ZHAOSAWAN VALLADARES. THIS STATEMENT WAS FILED WITH THE COUNTY CLERK OF LOS ANGELES COUNTY ON 05/01/12. THE REGISTRANT(S) HAS (HAVE) COMMENCED TO TRANSACT BUSINESS UNDER THE FICTITIOUS BUSINESS NAME OR NAMES LISTED ABOVE ON N/A. NOTICE- THIS FICTITIOUS NAME STATEMENT EXPIRES FIVE YEARS FROM THE DATE IT WAS FILED IN THE OFFICE OF THE COUNTY CLERK. A NEW FICTITIOUS BUSINESS NAME STATEMENT MUST BE FILED PRIOR TO THAT DATE. THE FILING OF THIS STATEMENT DOES NOT OF ITSELF AUTHORIZE THE USE IN THIS STATE OF A FICTITIOUS BUSINESS NAME IN VIOLATION OF THE RIGHTS OF ANOTHER UNDER FEDERAL, STATE, OR COMMON LAW (SEE SECTION 14411 ET SEQ. BUSINESS AND PROFESSIONS CODE) PUBLISH: MOUNTAIN VIEWS NEWS <box>618 1426 812 1641</box>
notice-body: THE FOLLOWING PERSON(S) IS (ARE) DOING BUSINESS AS: HOST SHOP, 2265 N. LAKEWOOD BLVD., LONG BEACH, CA 90815. FULL NAME OF REGISTRANT(S) IS (ARE) THUY T. NGUYEN, 2265 N. LAKEWOOD BLVD., LONG BEACH, CA 90815. THIS BUSINESS IS CONDUCTED BY: AN INDIVIDUAL. SIGNED: THUY T. NGUYEN. THIS STATEMENT WAS FILED WITH THE COUNTY CLERK OF LOS ANGELES COUNTY ON 05/03/12. THE REGISTRANT(S) HAS (HAVE) COMMENCED TO TRANSACT BUSINESS UNDER THE FICTITIOUS BUSINESS NAME OR NAMES LISTED ABOVE ON N/A. NOTICE- THIS FICTITIOUS NAME STATEMENT EXPIRES FIVE YEARS FROM THE DATE IT WAS FILED IN THE OFFICE OF THE COUNTY CLERK. A NEW FICTITIOUS BUSINESS NAME STATEMENT MUST BE FILED PRIOR TO THAT DATE. THE FILING OF THIS STATEMENT DOES NOT OF ITSELF AUTHORIZE THE USE IN THIS STATE OF A FICTITIOUS BUSINESS NAME IN VIOLATION OF THE RIGHTS OF ANOTHER UNDER FEDERAL, STATE, OR COMMON LAW (SEE SECTION 14411 ET SEQ. BUSINESS AND PROFESSIONS CODE) PUBLISH: MOUNTAIN VIEWS NEWS <box>6 245 200 460</box>
notice-label: FICTITIOUS BUSINESS NAME STATEMENT <box>210 1896 404 1906</box>
notice-body: THE FOLLOWING PERSON(S) IS (ARE) DOING BUSINESS AS: I VINE ENTERTAINMENT, IVINEENTERTAINMENT.COM, IVINEENTERTAINMENT.BIZ, IVINEENTERTAINMENT.NET, 5405 WILSHIRE BLVD. STE 271, L.A., CA 90036. FULL NAME OF REGISTRANT(S) IS (ARE) RODENY EARL JOHNSON, 5405 WILSHIRE BLVD. STE 271, L.A., CA 90036. THIS BUSINESS IS CONDUCTED BY: AN INDIVIDUAL. SIGNED: RODNEY EARL JOHNSON. THIS STATEMENT WAS FILED WITH THE COUNTY CLERK OF LOS ANGELES COUNTY ON 04/26/12. THE REGISTRANT(S) HAS (HAVE) COMMENCED TO TRANSACT BUSINESS UNDER THE FICTITIOUS BUSINESS NAME OR NAMES LISTED ABOVE ON N/A. NOTICE- THIS FICTITIOUS NAME STATEMENT EXPIRES FIVE YEARS FROM THE DATE IT WAS FILED IN THE OFFICE OF THE COUNTY CLERK. A NEW FICTITIOUS BUSINESS NAME STATEMENT MUST BE FILED PRIOR TO THAT DATE. THE FILING OF THIS STATEMENT DOES NOT OF ITSELF AUTHORIZE THE USE IN THIS STATE OF A FICTITIOUS BUSINESS NAME IN VIOLATION OF THE RIGHTS OF ANOTHER UNDER FEDERAL, STATE, OR COMMON LAW (SEE SECTION 14411 ET SEQ. BUSINESS AND PROFESSIONS CODE) PUBLISH: MOUNTAIN VIEWS NEWS <box>822 59 1016 301</box>
page-footer <box>0 1936 1226 1959</box>
notice-pub-dates: Dates Pub: May 05, 12, 19, 26, 2012 <box>6 1703 124 1713</box>
notice-body: THE FOLLOWING PERSON(S) IS (ARE) DOING BUSINESS AS: AMAXI PROPERTIES MANAGEMENT, 214 N. FIRST AVE., ARCADIA, CA 91006. FULL NAME OF REGISTRANT(S) IS (ARE) AMAXI INVESTMENT COMPANY, 214 N. FIRST AVE., ARCADIA, CA 91006. THIS BUSINESS IS CONDUCTED BY: COPARTNERS. SIGNED: SEPIDEH WANG. THIS STATEMENT WAS FILED WITH THE COUNTY CLERK OF LOS ANGELES COUNTY ON 04/20/12. THE REGISTRANT(S) HAS (HAVE) COMMENCED TO TRANSACT BUSINESS UNDER THE FICTITIOUS BUSINESS NAME OR NAMES LISTED ABOVE ON N/A. NOTICE- THIS FICTITIOUS NAME STATEMENT EXPIRES FIVE YEARS FROM THE DATE IT WAS FILED IN THE OFFICE OF THE COUNTY CLERK. A NEW FICTITIOUS BUSINESS NAME STATEMENT MUST BE FILED PRIOR TO THAT DATE. THE FILING OF THIS STATEMENT DOES NOT OF ITSELF AUTHORIZE THE USE IN THIS STATE OF A FICTITIOUS BUSINESS NAME IN VIOLATION OF THE RIGHTS OF ANOTHER UNDER FEDERAL, STATE, OR COMMON LAW (SEE SECTION 14411 ET SEQ. BUSINESS AND PROFESSIONS CODE) PUBLISH: MOUNTAIN VIEWS NEWS <box>822 334 1016 550</box>
legal-notice <box>210 903 404 1145</box>
page-header <box>0 0 1056 58</box>
notice-body: THE FOLLOWING PERSON(S) IS (ARE) DOING BUSINESS AS: KATHY GOT CAKES, 9918 RAMONA ST. #6, BELLFLOWER, CA 90706. FULL NAME OF REGISTRANT(S) IS (ARE) KATHY WILLIAMS, 9918 RAMONA ST. #6, BELLFLOWER, CA 90706. THIS BUSINESS IS CONDUCTED BY: AN INDIVIDUAL. SIGNED: KATHY WILLIAMS. THIS STATEMENT WAS FILED WITH THE COUNTY CLERK OF LOS ANGELES COUNTY ON 05/03/12. THE REGISTRANT(S) HAS (HAVE) COMMENCED TO TRANSACT BUSINESS UNDER THE FICTITIOUS BUSINESS NAME OR NAMES LISTED ABOVE ON N/A. NOTICE- THIS FICTITIOUS NAME STATEMENT EXPIRES FIVE YEARS FROM THE DATE IT WAS FILED IN THE OFFICE OF THE COUNTY CLERK. A NEW FICTITIOUS BUSINESS NAME STATEMENT MUST BE FILED PRIOR TO THAT DATE. THE FILING OF THIS STATEMENT DOES NOT OF ITSELF AUTHORIZE THE USE IN THIS STATE OF A FICTITIOUS BUSINESS NAME IN VIOLATION OF THE RIGHTS OF ANOTHER UNDER FEDERAL, STATE, OR COMMON LAW (SEE SECTION 14411 ET SEQ. BUSINESS AND PROFESSIONS CODE) PUBLISH: MOUNTAIN VIEWS NEWS <box>6 1488 200 1704</box>
notice-label: FICTITIOUS BUSINESS NAME STATEMENT <box>210 1390 404 1400</box>
notice-pub-dates: Dates Pub: April 28, May 05, 12, 19, 2012 <box>1026 1188 1162 1198</box>
notice-body: THE FOLLOWING PERSON(S) IS (ARE) DOING BUSINESS AS: IVAN'S FASHION, 159 W. 58TH ST., LA, CA 90037. FULL NAME OF REGISTRANT(S) IS (ARE) IVAN VALERIO, 159 W. 58TH ST., LA, CA 90037. THIS BUSINESS IS CONDUCTED BY: AN INDIVIDUAL. SIGNED: IVAN VALERIO. THIS STATEMENT WAS FILED WITH THE COUNTY CLERK OF LOS ANGELES COUNTY ON 05/03/12. THE REGISTRANT(S) HAS (HAVE) COMMENCED TO TRANSACT BUSINESS UNDER THE FICTITIOUS BUSINESS NAME OR NAMES LISTED ABOVE ON N/A. NOTICE- THIS FICTITIOUS NAME STATEMENT EXPIRES FIVE YEARS FROM THE DATE IT WAS FILED IN THE OFFICE OF THE COUNTY CLERK. A NEW FICTITIOUS BUSINESS NAME STATEMENT MUST BE FILED PRIOR TO THAT DATE. THE FILING OF THIS STATEMENT DOES NOT OF ITSELF AUTHORIZE THE USE IN THIS STATE OF A FICTITIOUS BUSINESS NAME IN VIOLATION OF THE RIGHTS OF ANOTHER UNDER FEDERAL, STATE, OR COMMON LAW (SEE SECTION 14411 ET SEQ. BUSINESS AND PROFESSIONS CODE) PUBLISH: MOUNTAIN VIEWS NEWS <box>6 1000 200 1207</box>
notice-pub-dates: Dates Pub: April 28, May 05, 12, 19, 2012 <box>1026 1685 1162 1695</box>
notice-pub-dates: Dates Pub: May 05, 12, 19, 26, 2012 <box>414 1277 532 1287</box>
notice-label: FICTITIOUS BUSINESS NAME STATEMENT <box>1026 706 1220 716</box>
notice-body: THE FOLLOWING PERSON(S) IS (ARE) DOING BUSINESS AS: GEL-ART KARINA, 942 S. GERHART AVE., COMMERCE, CA 90022. FULL NAME OF REGISTRANT(S) IS (ARE) KARINA SEGURA, 5264 VERONA ST., L.A., CA 90022. THIS BUSINESS IS CONDUCTED BY: AN INDIVIDUAL. SIGNED: KARINA SEGURA. THIS STATEMENT WAS FILED WITH THE COUNTY CLERK OF LOS ANGELES COUNTY ON 04/24/12. THE REGISTRANT(S) HAS (HAVE) COMMENCED TO TRANSACT BUSINESS UNDER THE FICTITIOUS BUSINESS NAME OR NAMES LISTED ABOVE ON N/A. NOTICE- THIS FICTITIOUS NAME STATEMENT EXPIRES FIVE YEARS FROM THE DATE IT WAS FILED IN THE OFFICE OF THE COUNTY CLERK. A NEW FICTITIOUS BUSINESS NAME STATEMENT MUST BE FILED PRIOR TO THAT DATE. THE FILING OF THIS STATEMENT DOES NOT OF ITSELF AUTHORIZE THE USE IN THIS STATE OF A FICTITIOUS BUSINESS NAME IN VIOLATION OF THE RIGHTS OF ANOTHER UNDER FEDERAL, STATE, OR COMMON LAW (SEE SECTION 14411 ET SEQ. BUSINESS AND PROFESSIONS CODE) PUBLISH: MOUNTAIN VIEWS NEWS <box>1026 475 1220 691</box>
legal-notice <box>1026 1454 1220 1696</box>
notice-body: THE FOLLOWING PERSON(S) IS (ARE) DOING BUSINESS AS: LATIGO LAND GROUP, 11740 WILSHIRE BLVD. A1905, L.A., CA 90025. FULL NAME OF REGISTRANT(S) IS (ARE) JEFFREY ADAM GLASSBERG, 1342 YALE ST., SANTA MONICA, CA 90404, JUSTIN RODGERS HALL, 11321 IOWA AVE. #8, L.A., CA 90025, SHAHRAM BOZORGNIA, 11740 WILSHIRE BLVD. A1905, L.A., CA 90025. THIS BUSINESS IS CONDUCTED BY: A GENERAL PARTNERSHIP. SIGNED: SHAHRAM BOZORGNIA. THIS STATEMENT WAS FILED WITH THE COUNTY CLERK OF LOS ANGELES COUNTY ON 05/03/12. THE REGISTRANT(S) HAS (HAVE) COMMENCED TO TRANSACT BUSINESS UNDER THE FICTITIOUS BUSINESS NAME OR NAMES LISTED ABOVE ON N/A. NOTICE- THIS FICTITIOUS NAME STATEMENT EXPIRES FIVE YEARS FROM THE DATE IT WAS FILED IN THE OFFICE OF THE COUNTY CLERK. A NEW FICTITIOUS BUSINESS NAME STATEMENT MUST BE FILED PRIOR TO THAT DATE. THE FILING OF THIS STATEMENT DOES NOT OF ITSELF AUTHORIZE THE USE IN THIS STATE OF A FICTITIOUS BUSINESS NAME IN VIOLATION OF THE RIGHTS OF ANOTHER UNDER FEDERAL, STATE, OR COMMON LAW (SEE SECTION 14411 ET SEQ. BUSINESS AND PROFESSIONS CODE) PUBLISH: MOUNTAIN VIEWS NEWS <box>210 119 404 362</box>
notice-label: FICTITIOUS BUSINESS NAME STATEMENT <box>1026 457 1220 467</box>
notice-label: FICTITIOUS BUSINESS NAME STATEMENT <box>1026 955 1220 965</box>
notice-label: FICTITIOUS BUSINESS NAME STATEMENT <box>6 227 200 237</box>
notice-file-number: FILE NO. 2012-083144 <box>618 431 696 441</box>
notice-file-number: FILE NO. 2012-079026 <box>210 386 288 396</box>
notice-body: THE FOLLOWING PERSON(S) IS (ARE) DOING BUSINESS AS: FERNAND WASTE AND CREW, 513 W. ELM ST., COMPTON, CA 90220. FULL NAME OF REGISTRANT(S) IS (ARE) RUDY OCAMPO, 513 W. ELM ST., COMPTON, CA 90220. THIS BUSINESS IS CONDUCTED BY: AN INDIVIDUAL. SIGNED: RUDY OCAMPO. THIS STATEMENT WAS FILED WITH THE COUNTY CLERK OF LOS ANGELES COUNTY ON 04/20/12. THE REGISTRANT(S) HAS (HAVE) COMMENCED TO TRANSACT BUSINESS UNDER THE FICTITIOUS BUSINESS NAME OR NAMES LISTED ABOVE ON N/A. NOTICE- THIS FICTITIOUS NAME STATEMENT EXPIRES FIVE YEARS FROM THE DATE IT WAS FILED IN THE OFFICE OF THE COUNTY CLERK. A NEW FICTITIOUS BUSINESS NAME STATEMENT MUST BE FILED PRIOR TO THAT DATE. THE FILING OF THIS STATEMENT DOES NOT OF ITSELF AUTHORIZE THE USE IN THIS STATE OF A FICTITIOUS BUSINESS NAME IN VIOLATION OF THE RIGHTS OF ANOTHER UNDER FEDERAL, STATE, OR COMMON LAW (SEE SECTION 14411 ET SEQ. BUSINESS AND PROFESSIONS CODE) PUBLISH: MOUNTAIN VIEWS NEWS <box>414 59 812 1926</box>
notice-label: FICTITIOUS BUSINESS NAME STATEMENT <box>618 1159 812 1169</box>
notice-label: FICTITIOUS BUSINESS NAME STATEMENT <box>1026 1701 1220 1711</box>
notice-file-number: FILE NO. 2012-081162 <box>618 1417 695 1427</box>
page-number: 19 <box>1001 0 1042 41</box>
notice-label: FICTITIOUS BUSINESS NAME STATEMENT <box>618 164 812 174</box>
legal-notice <box>6 60 200 221</box>
footer-address: 80 W Sierra Madre Blvd. No. 327 Sierra Madre, CA. 91024 <box>137 1940 450 1954</box>
notice-body: THE FOLLOWING PERSON(S) IS (ARE) DOING BUSINESS AS: R & R 70 MINUTES, 2012 W. 134 PL., GARDENA, CA 90249. FULL NAME OF REGISTRANT(S) IS (ARE) RODNEY MORGAN, 2012 W. 134 PL., GARDENA, CA 90249. THIS BUSINESS IS CONDUCTED BY: AN INDIVIDUAL. SIGNED: RODNEY MORGAN. THIS STATEMENT WAS FILED WITH THE COUNTY CLERK OF LOS ANGELES COUNTY ON 04/30/12. THE REGISTRANT(S) HAS (HAVE) COMMENCED TO TRANSACT BUSINESS UNDER THE FICTITIOUS BUSINESS NAME OR NAMES LISTED ABOVE ON N/A. NOTICE- THIS FICTITIOUS NAME STATEMENT EXPIRES FIVE YEARS FROM THE DATE IT WAS FILED IN THE OFFICE OF THE COUNTY CLERK. A NEW FICTITIOUS BUSINESS NAME STATEMENT MUST BE FILED PRIOR TO THAT DATE. THE FILING OF THIS STATEMENT DOES NOT OF ITSELF AUTHORIZE THE USE IN THIS STATE OF A FICTITIOUS BUSINESS NAME IN VIOLATION OF THE RIGHTS OF ANOTHER UNDER FEDERAL, STATE, OR COMMON LAW (SEE SECTION 14411 ET SEQ. BUSINESS AND PROFESSIONS CODE) PUBLISH: MOUNTAIN VIEWS NEWS <box>414 823 608 1039</box>
notice-pub-dates: Dates Pub: May 05, 12, 19, 26, 2012 <box>6 211 124 221</box>
notice-pub-dates: Dates Pub: May 05, 12, 19, 26, 2012 <box>210 1880 328 1890</box>
notice-label: FICTITIOUS BUSINESS NAME STATEMENT <box>210 1647 404 1657</box>
notice-body: THE FOLLOWING PERSON(S) IS (ARE) DOING BUSINESS AS: HUNTS INCOME TAX SERVICE, 14328 VICTORY BLVD. STE B, VAN NUYS, CA 91401. FULL NAME OF REGISTRANT(S) IS (ARE) HUNT CECILIA, KENNETH R. HUNT, 14328 VICTORY BLVD. STE B, VAN NUYS, CA 91401. THIS BUSINESS IS CONDUCTED BY: A GENERAL PARTNERSHIP. SIGNED: KENNETH R. HUNT. THIS STATEMENT WAS FILED WITH THE COUNTY CLERK OF LOS ANGELES COUNTY ON 05/01/12. THE REGISTRANT(S) HAS (HAVE) COMMENCED TO TRANSACT BUSINESS UNDER THE FICTITIOUS BUSINESS NAME OR NAMES LISTED ABOVE ON 05/01/2012. NOTICE- THIS FICTITIOUS NAME STATEMENT EXPIRES FIVE YEARS FROM THE DATE IT WAS FILED IN THE OFFICE OF THE COUNTY CLERK. A NEW FICTITIOUS BUSINESS NAME STATEMENT MUST BE FILED PRIOR TO THAT DATE. THE FILING OF THIS STATEMENT DOES NOT OF ITSELF AUTHORIZE THE USE IN THIS STATE OF A FICTITIOUS BUSINESS NAME IN VIOLATION OF THE RIGHTS OF ANOTHER UNDER FEDERAL, STATE, OR COMMON LAW (SEE SECTION 14411 ET SEQ. BUSINESS AND PROFESSIONS CODE) PUBLISH: MOUNTAIN VIEWS NEWS <box>6 493 200 718</box>
notice-file-number: FILE NO. 2012-081893 <box>210 1159 288 1169</box>
notice-body: THE FOLLOWING PERSON(S) IS (ARE) DOING BUSINESS AS: PERVOUS COSMETIC, 214 N. FIRST AVE., ARCADIA, CA 91006. FULL NAME OF REGISTRANT(S) IS (ARE) AMAXI INVESTMENT COMPANY, 214 N. FIRST AVE., ARCADIA, CA 91006. THIS BUSINESS IS CONDUCTED BY: A CORPORATION. SIGNED: SEPIDEH WANG. THIS STATEMENT WAS FILED WITH THE COUNTY CLERK OF LOS ANGELES COUNTY ON 04/20/12. THE REGISTRANT(S) HAS (HAVE) COMMENCED TO TRANSACT BUSINESS UNDER THE FICTITIOUS BUSINESS NAME OR NAMES LISTED ABOVE ON N/A. NOTICE- THIS FICTITIOUS NAME STATEMENT EXPIRES FIVE YEARS FROM THE DATE IT WAS FILED IN THE OFFICE OF THE COUNTY CLERK. A NEW FICTITIOUS BUSINESS NAME STATEMENT MUST BE FILED PRIOR TO THAT DATE. THE FILING OF THIS STATEMENT DOES NOT OF ITSELF AUTHORIZE THE USE IN THIS STATE OF A FICTITIOUS BUSINESS NAME IN VIOLATION OF THE RIGHTS OF ANOTHER UNDER FEDERAL, STATE, OR COMMON LAW (SEE SECTION 14411 ET SEQ. BUSINESS AND PROFESSIONS CODE) PUBLISH: MOUNTAIN VIEWS NEWS <box>1026 1470 1220 1686</box>
notice-file-number: FILE NO. 2012-082198 <box>414 556 492 566</box>
footer-email[interactable]: Email: editor@mtnviewsnews.com <box>694 1940 892 1954</box>
notice-file-number: FILE NO. 2012-077141 <box>1026 1213 1104 1223</box>
notice-pub-dates: Dates Pub: April 28, May 05, 12, 19, 2012 <box>1026 175 1162 185</box>
legal-notice <box>414 1543 608 1785</box>
notice-file-number: FILE NO. 2012-083069 <box>6 991 84 1001</box>
legal-notice <box>6 477 200 728</box>
footer-website[interactable]: Website: www.mtnviewsnews.com <box>903 1940 1100 1954</box>
notice-pub-dates: Dates Pub: April 28, May 05, 12, 19, 2012 <box>1026 1436 1162 1446</box>
notice-label: FICTITIOUS BUSINESS NAME STATEMENT <box>822 1569 1016 1579</box>
notice-label: FICTITIOUS BUSINESS NAME STATEMENT <box>6 1719 200 1729</box>
legal-notice <box>1026 459 1220 701</box>
notice-label: FICTITIOUS BUSINESS NAME STATEMENT <box>618 661 812 671</box>
legal-notice <box>414 300 608 542</box>
notice-label: FICTITIOUS BUSINESS NAME STATEMENT <box>822 565 1016 575</box>
notice-label: FICTITIOUS BUSINESS NAME STATEMENT <box>618 1656 812 1666</box>
notice-label: FICTITIOUS BUSINESS NAME STATEMENT <box>6 982 200 992</box>
notice-file-number: FILE NO. 2012-078128 <box>618 1905 696 1915</box>
notice-file-number: FILE NO. 2012-078614 <box>210 1656 288 1666</box>
notice-pub-dates: Dates Pub: May 05, 12, 19, 26, 2012 <box>6 717 124 727</box>
notice-file-number: FILE NO. 2012-082379 <box>414 1062 492 1072</box>
notice-pub-dates: Dates Pub: May 05, 12, 19, 26, 2012 <box>210 361 328 371</box>
notice-body: THE FOLLOWING PERSON(S) IS (ARE) DOING BUSINESS AS: VESTIDOS DE NINO IRIS, 1546 E. FLORENCE AVE., L.A., CA 90001. FULL NAME OF REGISTRANT(S) IS (ARE) LUISA BENITEZ, 1546 E. FLORENCE AVE., L.A., CA 90001. THIS BUSINESS IS CONDUCTED BY: AN INDIVIDUAL. SIGNED: LUISA BENITEZ. THIS STATEMENT WAS FILED WITH THE COUNTY CLERK OF LOS ANGELES COUNTY ON 05/03/12. THE REGISTRANT(S) HAS (HAVE) COMMENCED TO TRANSACT BUSINESS UNDER THE FICTITIOUS BUSINESS NAME OR NAMES LISTED ABOVE ON N/A. NOTICE- THIS FICTITIOUS NAME STATEMENT EXPIRES FIVE YEARS FROM THE DATE IT WAS FILED IN THE OFFICE OF THE COUNTY CLERK. A NEW FICTITIOUS BUSINESS NAME STATEMENT MUST BE FILED PRIOR TO THAT DATE. THE FILING OF THIS STATEMENT DOES NOT OF ITSELF AUTHORIZE THE USE IN THIS STATE OF A FICTITIOUS BUSINESS NAME IN VIOLATION OF THE RIGHTS OF ANOTHER UNDER FEDERAL, STATE, OR COMMON LAW (SEE SECTION 14411 ET SEQ. BUSINESS AND PROFESSIONS CODE) PUBLISH: MOUNTAIN VIEWS NEWS <box>618 440 812 647</box>
notice-pub-dates: Dates Pub: April 28, May 05, 12, 19, 2012 <box>822 1553 958 1563</box>
notice-file-number: FILE NO. 2012-082024 <box>618 670 696 680</box>
notice-pub-dates: Dates Pub: May 05, 12, 19, 26, 2012 <box>414 1775 532 1785</box>
notice-pub-dates: Dates Pub: May 05, 12, 19, 26, 2012 <box>414 1037 532 1047</box>
notice-file-number: FILE NO. 2012-081537 <box>414 1302 492 1312</box>
footer-publication: Mountain Views News <box>8 1940 126 1954</box>
notice-file-number: FILE NO. 2012-072965 <box>822 574 900 584</box>
legal-notice <box>618 423 812 656</box>
notice-label: FICTITIOUS BUSINESS NAME STATEMENT <box>1026 1204 1220 1214</box>
legal-notice <box>618 1409 812 1651</box>
notice-body: THE FOLLOWING PERSON(S) IS (ARE) DOING BUSINESS AS: AMERICAN SHOE EXCHANGE, 4026 BECK AVE., BELL, CA 90201. FULL NAME OF REGISTRANT(S) IS (ARE) MOHAMAD SAAB, 4026 BECK AVE., BELL, CA 90201. THIS BUSINESS IS CONDUCTED BY: AN INDIVIDUAL. SIGNED: MOHAMAD SAAB. THIS STATEMENT WAS FILED WITH THE COUNTY CLERK OF LOS ANGELES COUNTY ON 04/20/12. THE REGISTRANT(S) HAS (HAVE) COMMENCED TO TRANSACT BUSINESS UNDER THE FICTITIOUS BUSINESS NAME OR NAMES LISTED ABOVE ON N/A. NOTICE- THIS FICTITIOUS NAME STATEMENT EXPIRES FIVE YEARS FROM THE DATE IT WAS FILED IN THE OFFICE OF THE COUNTY CLERK. A NEW FICTITIOUS BUSINESS NAME STATEMENT MUST BE FILED PRIOR TO THAT DATE. THE FILING OF THIS STATEMENT DOES NOT OF ITSELF AUTHORIZE THE USE IN THIS STATE OF A FICTITIOUS BUSINESS NAME IN VIOLATION OF THE RIGHTS OF ANOTHER UNDER FEDERAL, STATE, OR COMMON LAW (SEE SECTION 14411 ET SEQ. BUSINESS AND PROFESSIONS CODE) PUBLISH: MOUNTAIN VIEWS NEWS <box>822 583 1016 799</box>
notice-file-number: FILE NO. 2012-081043 <box>6 1728 84 1738</box>
notice-pub-dates: Dates Pub: May 05, 12, 19, 26, 2012 <box>618 1143 736 1153</box>
legal-notice <box>210 645 404 896</box>
notice-label: FICTITIOUS BUSINESS NAME STATEMENT <box>618 1408 812 1418</box>
notice-pub-dates: Dates Pub: May 05, 12, 19, 26, 2012 <box>618 406 736 416</box>
notice-file-number: FILE NO. 2012-081662 <box>414 307 492 317</box>
notice-pub-dates: Dates Pub: May 05, 12, 19, 26, 2012 <box>6 1454 124 1464</box>
notice-file-number: FILE NO. 2012-080968 <box>6 484 84 494</box>
legal-notice <box>1026 956 1220 1198</box>
notice-label: FICTITIOUS BUSINESS NAME STATEMENT <box>6 475 200 485</box>
legal-notice <box>618 165 812 416</box>
notice-body: THE FOLLOWING PERSON(S) IS (ARE) DOING BUSINESS AS: RODOLFO TRUCKING, 5939 WHITTIER BLVD., L.A., CA 90022. FULL NAME OF REGISTRANT(S) IS (ARE) RODOLFO GANDARILLA B., 5939 WHITTIER BLVD., L.A., CA 90022. THIS BUSINESS IS CONDUCTED BY: AN INDIVIDUAL. SIGNED: RODOLFO GANDARILLA B. THIS STATEMENT WAS FILED WITH THE COUNTY CLERK OF LOS ANGELES COUNTY ON 05/02/12. THE REGISTRANT(S) HAS (HAVE) COMMENCED TO TRANSACT BUSINESS UNDER THE FICTITIOUS BUSINESS NAME OR NAMES LISTED ABOVE ON 05/02/2012. NOTICE- THIS FICTITIOUS NAME STATEMENT EXPIRES FIVE YEARS FROM THE DATE IT WAS FILED IN THE OFFICE OF THE COUNTY CLERK. A NEW FICTITIOUS BUSINESS NAME STATEMENT MUST BE FILED PRIOR TO THAT DATE. THE FILING OF THIS STATEMENT DOES NOT OF ITSELF AUTHORIZE THE USE IN THIS STATE OF A FICTITIOUS BUSINESS NAME IN VIOLATION OF THE RIGHTS OF ANOTHER UNDER FEDERAL, STATE, OR COMMON LAW (SEE SECTION 14411 ET SEQ. BUSINESS AND PROFESSIONS CODE) PUBLISH: MOUNTAIN VIEWS NEWS <box>414 1311 608 1527</box>
notice-body: THE FOLLOWING PERSON(S) IS (ARE) DOING BUSINESS AS: PACIFIC CUTS, RICHARD ANTHONY STUDIOS, 239 S. PACIFIC AVE. STE C, SAN PEDRO, CA 90731. FULL NAME OF REGISTRANT(S) IS (ARE) MICHAEL MATTE, SONIA F. MATTE, 520 E. CARSON ST. UNIT 45, CARSON, CA 90745. THIS BUSINESS IS CONDUCTED BY: A GENERAL PARTNERSHIP. SIGNED: MICHAEL MATTE. THIS STATEMENT WAS FILED WITH THE COUNTY CLERK OF LOS ANGELES COUNTY ON 04/30/12. THE REGISTRANT(S) HAS (HAVE) COMMENCED TO TRANSACT BUSINESS UNDER THE FICTITIOUS BUSINESS NAME OR NAMES LISTED ABOVE ON N/A. NOTICE- THIS FICTITIOUS NAME STATEMENT EXPIRES FIVE YEARS FROM THE DATE IT WAS FILED IN THE OFFICE OF THE COUNTY CLERK. A NEW FICTITIOUS BUSINESS NAME STATEMENT MUST BE FILED PRIOR TO THAT DATE. THE FILING OF THIS STATEMENT DOES NOT OF ITSELF AUTHORIZE THE USE IN THIS STATE OF A FICTITIOUS BUSINESS NAME IN VIOLATION OF THE RIGHTS OF ANOTHER UNDER FEDERAL, STATE, OR COMMON LAW (SEE SECTION 14411 ET SEQ. BUSINESS AND PROFESSIONS CODE) PUBLISH: MOUNTAIN VIEWS NEWS <box>414 59 608 283</box>
notice-pub-dates: Dates Pub: May 05, 12, 19, 26, 2012 <box>414 1526 532 1536</box>
legal-notice <box>618 912 812 1154</box>
notice-body: THE FOLLOWING PERSON(S) IS (ARE) DOING BUSINESS AS: LOVE IS GREATER, 11333 MOORPARK ST. #441, STUDIO CITY, CA 91602. FULL NAME OF REGISTRANT(S) IS (ARE) RYAN CARNES, 11333 MOORPARK ST. #441, STUDIO CITY, CA 91602, SEAN LOCKHART, 222 PEARSON ST. UNIT 5, OSHAWA, ON, CANADA L1G7C8. THIS BUSINESS IS CONDUCTED BY: A GENERAL PARTNERSHIP. SIGNED: RYAN CARNES. THIS STATEMENT WAS FILED WITH THE COUNTY CLERK OF LOS ANGELES COUNTY ON 05/03/12. THE REGISTRANT(S) HAS (HAVE) COMMENCED TO TRANSACT BUSINESS UNDER THE FICTITIOUS BUSINESS NAME OR NAMES LISTED ABOVE ON N/A. NOTICE- THIS FICTITIOUS NAME STATEMENT EXPIRES FIVE YEARS FROM THE DATE IT WAS FILED IN THE OFFICE OF THE COUNTY CLERK. A NEW FICTITIOUS BUSINESS NAME STATEMENT MUST BE FILED PRIOR TO THAT DATE. THE FILING OF THIS STATEMENT DOES NOT OF ITSELF AUTHORIZE THE USE IN THIS STATE OF A FICTITIOUS BUSINESS NAME IN VIOLATION OF THE RIGHTS OF ANOTHER UNDER FEDERAL, STATE, OR COMMON LAW (SEE SECTION 14411 ET SEQ. BUSINESS AND PROFESSIONS CODE) PUBLISH: MOUNTAIN VIEWS NEWS <box>210 661 404 886</box>
notice-label: FICTITIOUS BUSINESS NAME STATEMENT <box>618 1896 812 1906</box>
notice-label: FICTITIOUS BUSINESS NAME STATEMENT <box>414 298 608 308</box>
legal-notice <box>6 983 200 1216</box>
legal-notice <box>822 318 1016 560</box>
notice-label: FICTITIOUS BUSINESS NAME STATEMENT <box>822 316 1016 326</box>
notice-pub-dates: Dates Pub: May 05, 12, 19, 26, 2012 <box>6 1206 124 1216</box>
notice-file-number: FILE NO. 2012-082287 <box>210 1399 288 1409</box>
legal-notices-columns <box>6 60 1220 1932</box>
footer-fax: Fax: 626.609.3285 <box>583 1940 684 1954</box>
notice-label: FICTITIOUS BUSINESS NAME STATEMENT <box>414 1293 608 1303</box>
notice-pub-dates: Dates Pub: May 05, 12, 19, 26, 2012 <box>210 885 328 895</box>
notice-body: THE FOLLOWING PERSON(S) IS (ARE) DOING BUSINESS AS: JF ELECTRIC, 7343 ALLENGROVE ST., DOWNEY, CA 90240. FULL NAME OF REGISTRANT(S) IS (ARE) JOSE FERNANDO FLORES, 7343 ALLENGROVE ST., DOWNEY, CA 90240. THIS BUSINESS IS CONDUCTED BY: AN INDIVIDUAL. SIGNED: JOSE FERNANDO FLORES. THIS STATEMENT WAS FILED WITH THE COUNTY CLERK OF LOS ANGELES COUNTY ON 05/03/12. THE REGISTRANT(S) HAS (HAVE) COMMENCED TO TRANSACT BUSINESS UNDER THE FICTITIOUS BUSINESS NAME OR NAMES LISTED ABOVE ON N/A. NOTICE- THIS FICTITIOUS NAME STATEMENT EXPIRES FIVE YEARS FROM THE DATE IT WAS FILED IN THE OFFICE OF THE COUNTY CLERK. A NEW FICTITIOUS BUSINESS NAME STATEMENT MUST BE FILED PRIOR TO THAT DATE. THE FILING OF THIS STATEMENT DOES NOT OF ITSELF AUTHORIZE THE USE IN THIS STATE OF A FICTITIOUS BUSINESS NAME IN VIOLATION OF THE RIGHTS OF ANOTHER UNDER FEDERAL, STATE, OR COMMON LAW (SEE SECTION 14411 ET SEQ. BUSINESS AND PROFESSIONS CODE) PUBLISH: MOUNTAIN VIEWS NEWS <box>6 1240 200 1455</box>
notice-body: THE FOLLOWING PERSON(S) IS (ARE) DOING BUSINESS AS: DEEP MIND MART, 4137 W. PICO BLVD., L.A., CA 90019. FULL NAME OF REGISTRANT(S) IS (ARE) DEREJE FENKIR, 3719 DELMAS TERR. #8, L.A., CA 90034. THIS BUSINESS IS CONDUCTED BY: AN INDIVIDUAL. SIGNED: DEREJE FENKIR. THIS STATEMENT WAS FILED WITH THE COUNTY CLERK OF LOS ANGELES COUNTY ON 04/20/12. THE REGISTRANT(S) HAS (HAVE) COMMENCED TO TRANSACT BUSINESS UNDER THE FICTITIOUS BUSINESS NAME OR NAMES LISTED ABOVE ON N/A. NOTICE- THIS FICTITIOUS NAME STATEMENT EXPIRES FIVE YEARS FROM THE DATE IT WAS FILED IN THE OFFICE OF THE COUNTY CLERK. A NEW FICTITIOUS BUSINESS NAME STATEMENT MUST BE FILED PRIOR TO THAT DATE. THE FILING OF THIS STATEMENT DOES NOT OF ITSELF AUTHORIZE THE USE IN THIS STATE OF A FICTITIOUS BUSINESS NAME IN VIOLATION OF THE RIGHTS OF ANOTHER UNDER FEDERAL, STATE, OR COMMON LAW (SEE SECTION 14411 ET SEQ. BUSINESS AND PROFESSIONS CODE) PUBLISH: MOUNTAIN VIEWS NEWS <box>822 1587 1016 1794</box>
legal-notice <box>414 806 608 1048</box>
notice-label: FICTITIOUS BUSINESS NAME STATEMENT <box>1026 191 1220 201</box>
notice-body: THE FOLLOWING PERSON(S) IS (ARE) DOING BUSINESS AS: M D FURNITURE, 2851 LYNWOOD RD., LYNWOOD, CA 90262. FULL NAME OF REGISTRANT(S) IS (ARE) MAIRA DINORA SANCHEZ M., 10025 BAKER ROAD, OAK HILLS, CA 92344. THIS BUSINESS IS CONDUCTED BY: AN INDIVIDUAL. SIGNED: MAIRA DINORA SANCHEZ M. THIS STATEMENT WAS FILED WITH THE COUNTY CLERK OF LOS ANGELES COUNTY ON 04/26/12. THE REGISTRANT(S) HAS (HAVE) COMMENCED TO TRANSACT BUSINESS UNDER THE FICTITIOUS BUSINESS NAME OR NAMES LISTED ABOVE ON N/A. NOTICE- THIS FICTITIOUS NAME STATEMENT EXPIRES FIVE YEARS FROM THE DATE IT WAS FILED IN THE OFFICE OF THE COUNTY CLERK. A NEW FICTITIOUS BUSINESS NAME STATEMENT MUST BE FILED PRIOR TO THAT DATE. THE FILING OF THIS STATEMENT DOES NOT OF ITSELF AUTHORIZE THE USE IN THIS STATE OF A FICTITIOUS BUSINESS NAME IN VIOLATION OF THE RIGHTS OF ANOTHER UNDER FEDERAL, STATE, OR COMMON LAW (SEE SECTION 14411 ET SEQ. BUSINESS AND PROFESSIONS CODE) PUBLISH: MOUNTAIN VIEWS NEWS <box>1026 1222 1220 1438</box>
